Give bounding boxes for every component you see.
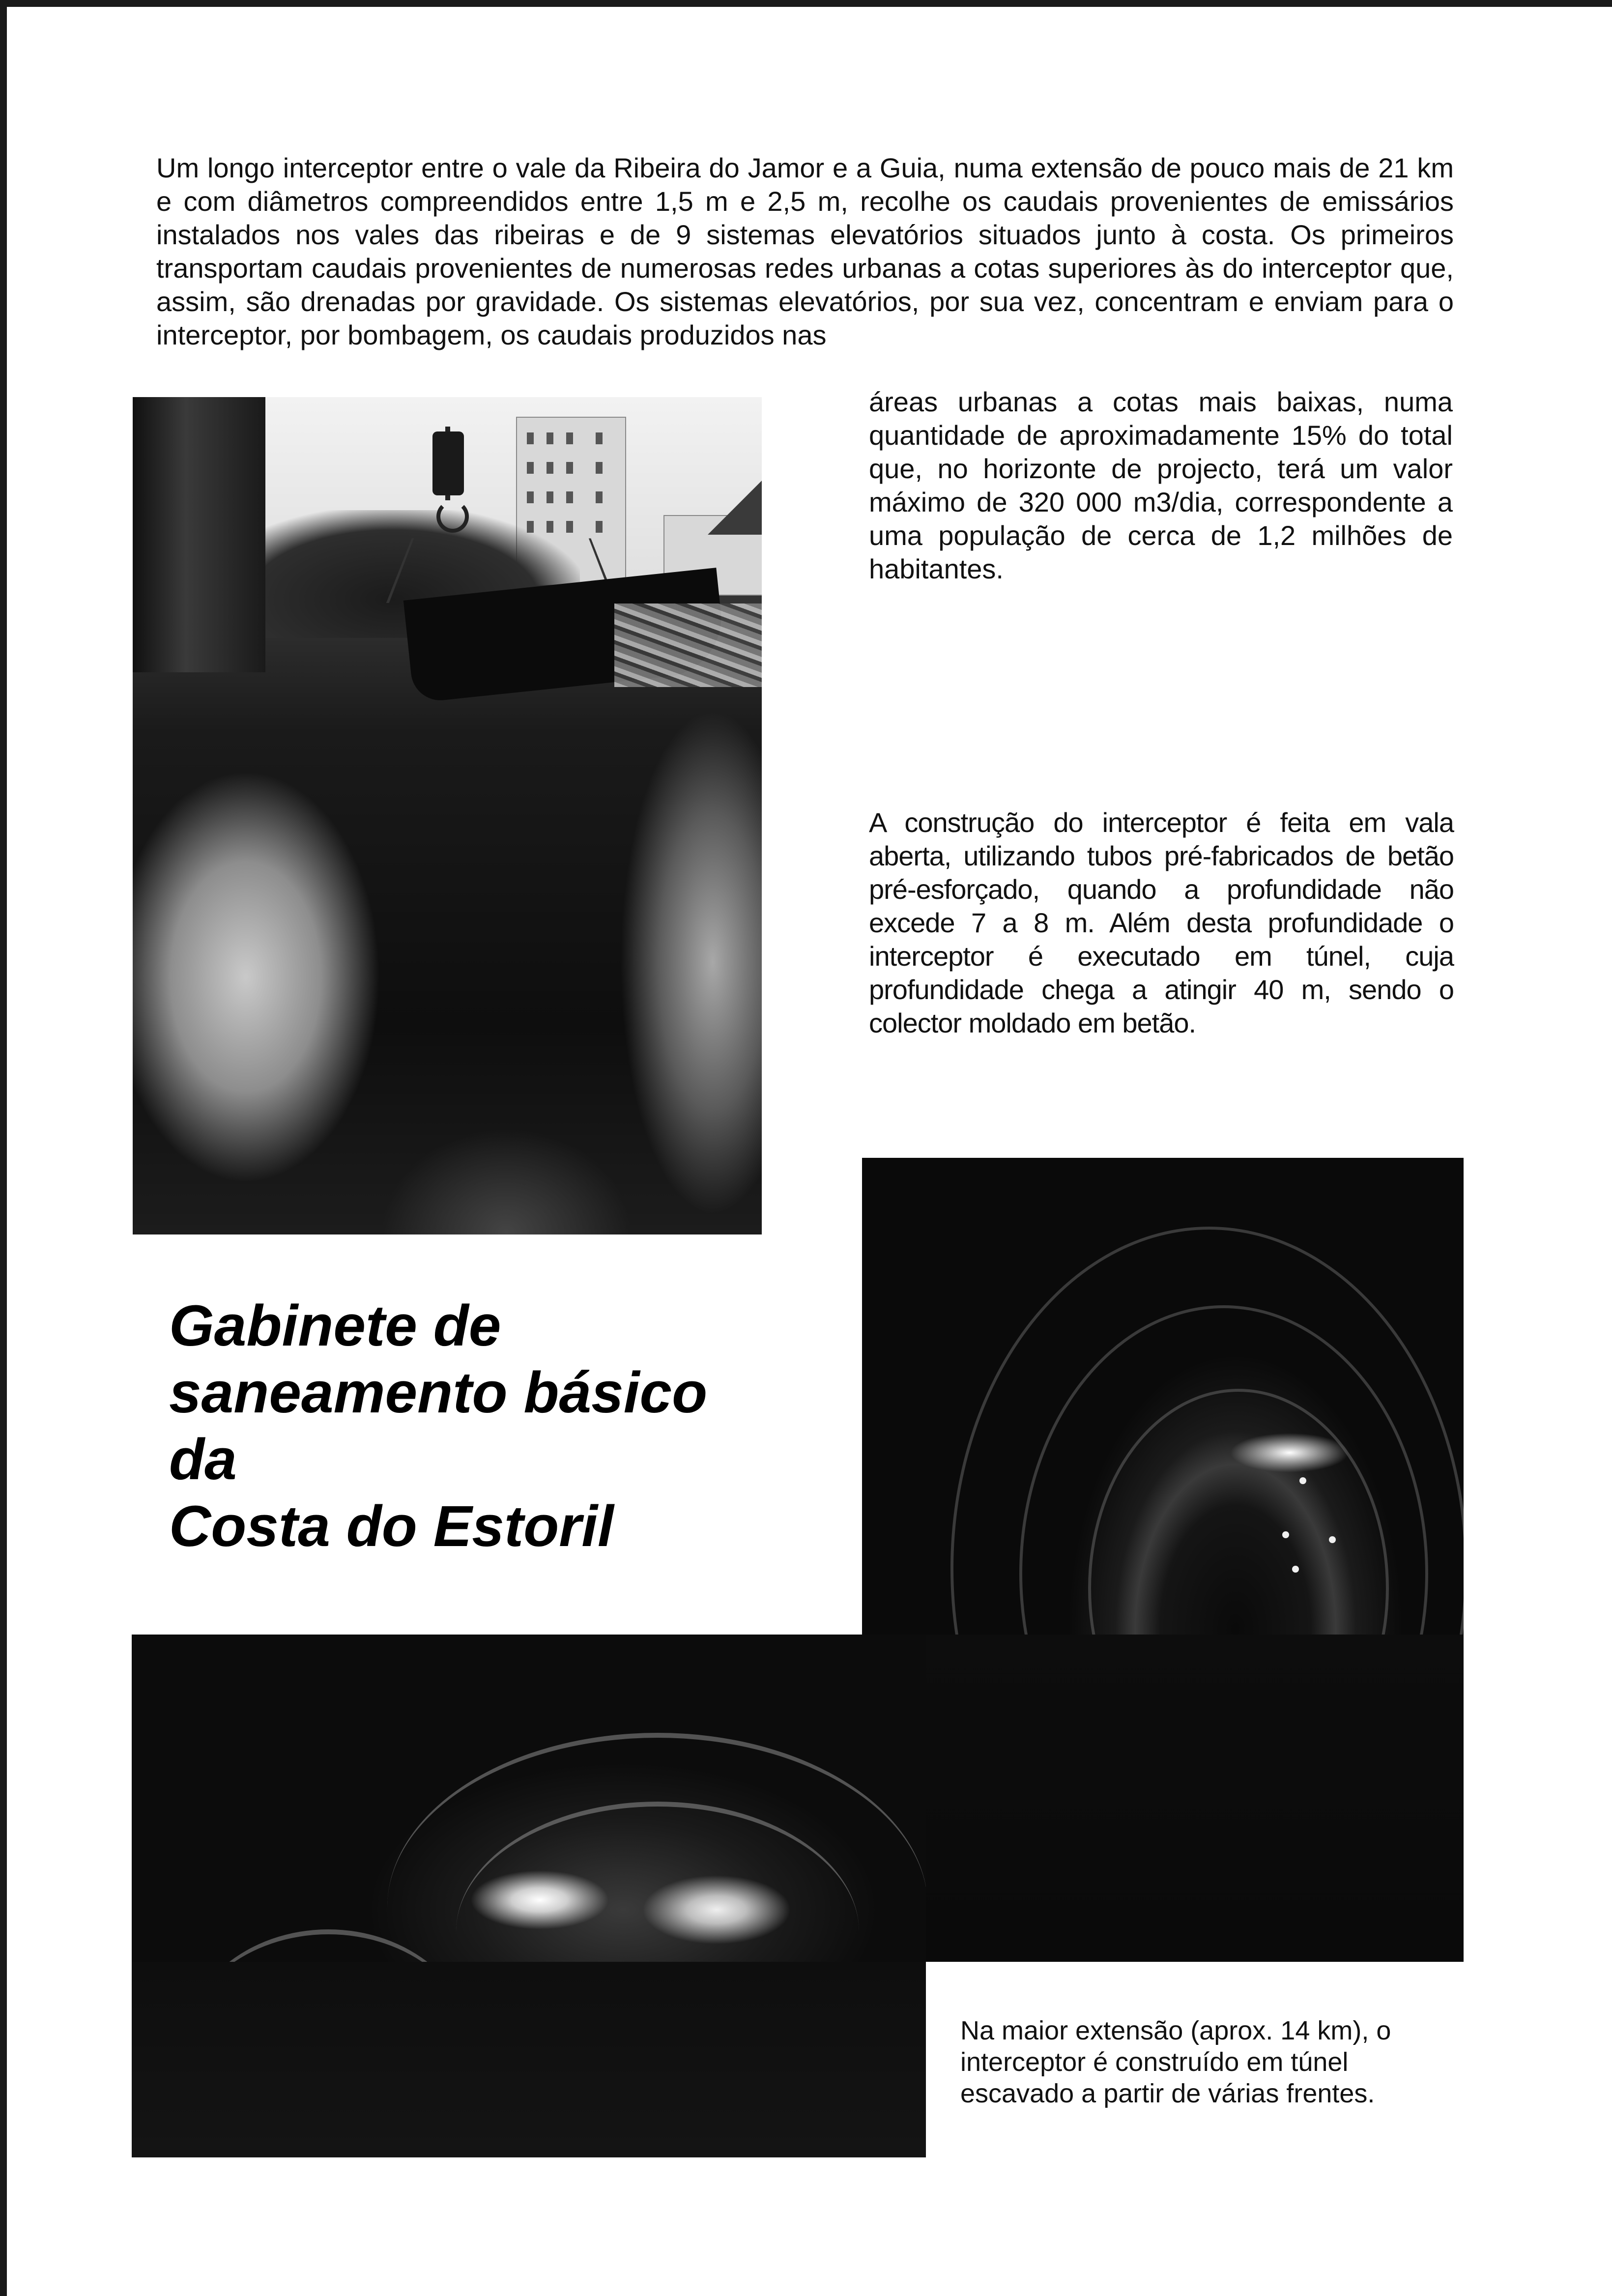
tunnel-pipes-photo-band [132, 1962, 926, 2157]
tunnel-caption: Na maior extensão (aprox. 14 km), o interceptor é construído em túnel escavado a partir de várias frentes. [960, 2016, 1391, 2108]
intro-continuation: áreas urbanas a cotas mais baixas, numa quantidade de aproximadamente 15% do total que, no horizonte de projecto, terá um valor máximo de 320 000 m3/dia, correspondente a uma população de cerca de 1,2 milhões de habitantes. [869, 386, 1453, 584]
photo-hook-block [432, 431, 464, 495]
construction-paragraph: A construção do interceptor é feita em vala aberta, utilizando tubos pré-fabricados de betão pré-esforçado, quando a profundidade não excede 7 a 8 m. Além desta profundidade o interceptor é executado em túnel, cuja profundidade chega a atingir 40 m, sendo o colector moldado em betão. [869, 807, 1454, 1038]
page-title [169, 1292, 707, 1560]
trench-crane-photo [133, 397, 762, 1234]
photo-crane-column [133, 397, 265, 672]
title-line-3: da [169, 1427, 237, 1492]
title-line-2: saneamento básico [169, 1360, 708, 1425]
scan-border-top [0, 0, 1612, 7]
photo-hook [436, 500, 469, 533]
tunnel-light [1299, 1477, 1306, 1484]
tunnel-light [1292, 1566, 1299, 1573]
tunnel-arch-photo-lower [926, 1635, 1464, 1962]
tunnel-light [1329, 1536, 1336, 1543]
photo-house-roof [708, 476, 762, 535]
title-line-1: Gabinete de [169, 1293, 501, 1358]
tunnel-light [1282, 1531, 1289, 1538]
scan-border-left [0, 0, 7, 2296]
intro-paragraph: Um longo interceptor entre o vale da Ribeira do Jamor e a Guia, numa extensão de pouco mais de 21 km e com diâmetros compreendidos entre 1,5 m e 2,5 m, recolhe os caudais provenientes de emissários instalados nos vales das ribeiras e de 9 sistemas elevatórios situados junto à costa. Os primeiros transportam caudais provenientes de numerosas redes urbanas a cotas superiores às do interceptor que, assim, são drenadas por gravidade. Os sistemas elevatórios, por sua vez, concentram e enviam para o interceptor, por bombagem, os caudais produzidos nas [156, 152, 1454, 350]
photo-debris [614, 603, 762, 687]
title-line-4: Costa do Estoril [169, 1494, 614, 1559]
